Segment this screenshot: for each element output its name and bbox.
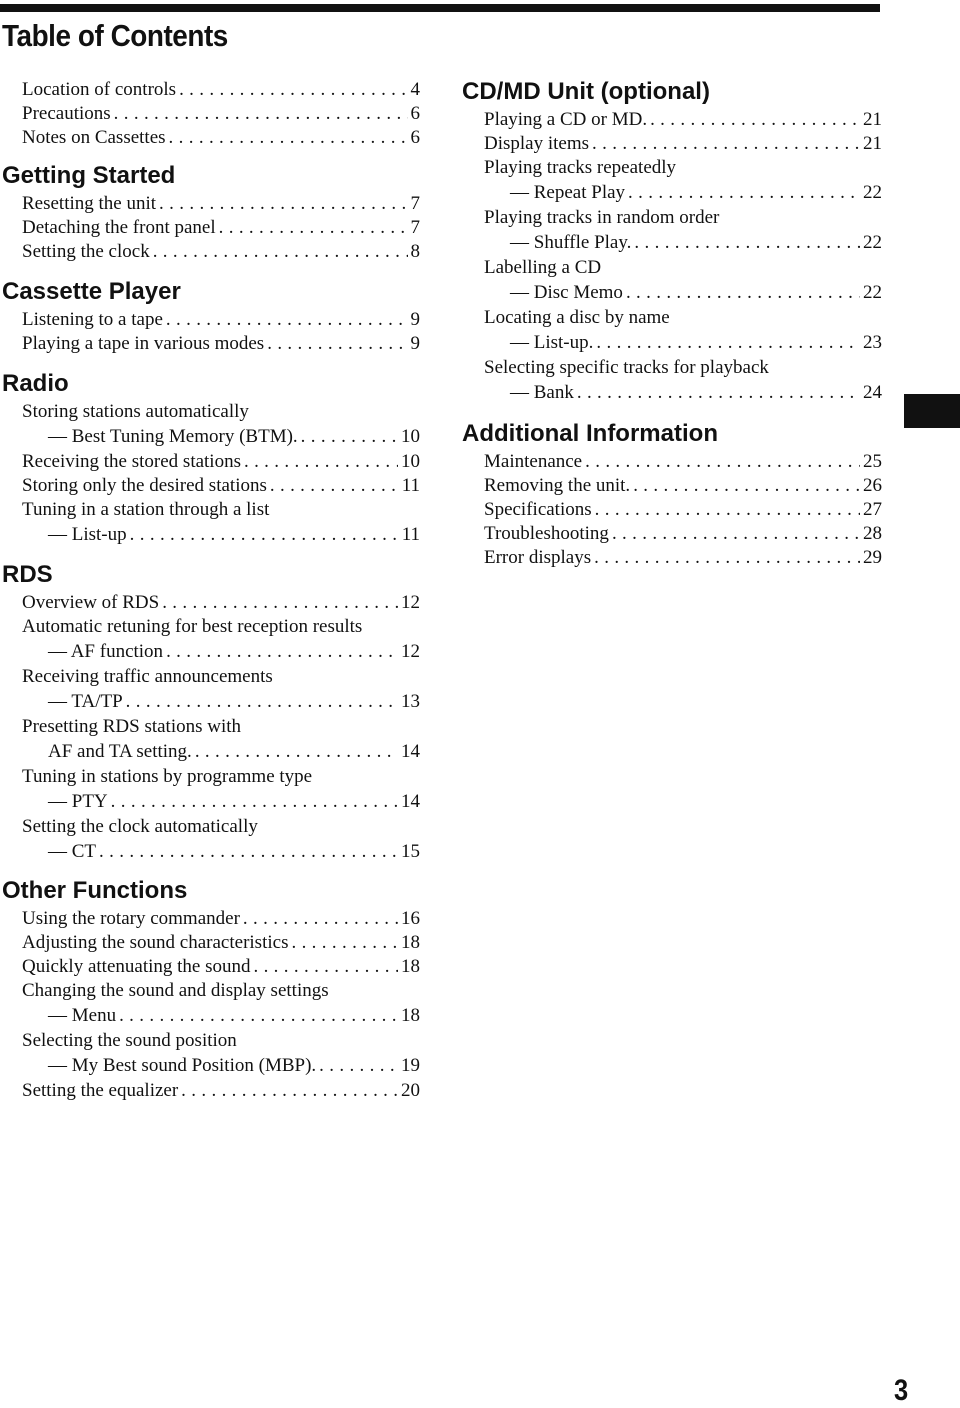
- entry-page-number: 14: [401, 791, 420, 812]
- entry-title: Playing a tape in various modes: [22, 333, 265, 354]
- entry-title: — Disc Memo: [510, 282, 623, 303]
- toc-entry-line: [22, 102, 420, 126]
- toc-entry-line: [22, 78, 420, 102]
- entry-page-number: 18: [401, 956, 420, 977]
- toc-entry-line: [22, 907, 420, 931]
- entry-page-number: 25: [863, 451, 882, 472]
- entry-page-number: 19: [401, 1055, 420, 1076]
- entry-title: Quickly attenuating the sound: [22, 956, 251, 977]
- toc-entry[interactable]: [22, 474, 420, 498]
- entry-title: — PTY: [48, 791, 108, 812]
- toc-entry-line: [484, 180, 882, 206]
- section-heading: Getting Started: [2, 162, 176, 189]
- toc-entry-line: [22, 739, 420, 765]
- dot-leader: [650, 108, 860, 132]
- dot-leader: [270, 474, 399, 498]
- dot-leader: [633, 474, 860, 498]
- dot-leader: [612, 522, 860, 546]
- toc-entry[interactable]: [484, 546, 882, 570]
- dot-leader: [114, 102, 408, 126]
- entry-page-number: 12: [401, 592, 420, 613]
- toc-entry[interactable]: [22, 931, 420, 955]
- entry-title: — Best Tuning Memory (BTM).: [48, 426, 298, 447]
- toc-entry-line: [484, 256, 882, 280]
- entry-title: Selecting the sound position: [22, 1030, 237, 1051]
- toc-entry-line: [22, 126, 420, 150]
- dot-leader: [319, 1053, 398, 1079]
- dot-leader: [166, 308, 408, 332]
- section-heading: Other Functions: [2, 877, 188, 904]
- entry-title: Notes on Cassettes: [22, 127, 166, 148]
- toc-entry-line: [22, 839, 420, 865]
- toc-entry[interactable]: [22, 308, 420, 332]
- toc-section-rds: [0, 561, 420, 865]
- entry-page-number: 27: [863, 499, 882, 520]
- dot-leader: [253, 955, 398, 979]
- toc-entry-line: [22, 498, 420, 522]
- entry-page-number: 9: [410, 333, 420, 354]
- toc-section-radio: [0, 370, 420, 548]
- entry-title: Tuning in stations by programme type: [22, 766, 313, 787]
- dot-leader: [577, 380, 860, 406]
- entry-title: — AF function: [48, 641, 164, 662]
- entry-title: — Bank: [510, 382, 574, 403]
- dot-leader: [111, 789, 398, 815]
- toc-entry[interactable]: [22, 192, 420, 216]
- toc-entry[interactable]: [484, 356, 882, 406]
- dot-leader: [162, 591, 398, 615]
- entry-title: Adjusting the sound characteristics: [22, 932, 289, 953]
- entry-title: Listening to a tape: [22, 309, 163, 330]
- entry-page-number: 29: [863, 547, 882, 568]
- dot-leader: [592, 132, 860, 156]
- entry-page-number: 6: [410, 127, 420, 148]
- toc-entry[interactable]: [22, 615, 420, 665]
- entry-title: Setting the equalizer: [22, 1080, 179, 1101]
- dot-leader: [130, 522, 399, 548]
- section-heading: CD/MD Unit (optional): [462, 78, 710, 105]
- entry-page-number: 8: [410, 241, 420, 262]
- entry-title: AF and TA setting.: [48, 741, 192, 762]
- toc-entry[interactable]: [22, 498, 420, 548]
- dot-leader: [169, 126, 408, 150]
- entry-title: Labelling a CD: [484, 257, 602, 278]
- toc-entry-line: [22, 1053, 420, 1079]
- page-title: Table of Contents: [2, 18, 228, 53]
- dot-leader: [585, 450, 860, 474]
- toc-entry[interactable]: [484, 498, 882, 522]
- section-heading: Additional Information: [462, 420, 718, 447]
- toc-entry[interactable]: [484, 132, 882, 156]
- toc-entry-line: [22, 308, 420, 332]
- entry-page-number: 12: [401, 641, 420, 662]
- dot-leader: [195, 739, 398, 765]
- toc-entry-line: [22, 765, 420, 789]
- toc-entry-line: [484, 498, 882, 522]
- toc-entry[interactable]: [22, 216, 420, 240]
- entry-page-number: 20: [401, 1080, 420, 1101]
- toc-entry[interactable]: [22, 450, 420, 474]
- toc-entry-line: [484, 546, 882, 570]
- entry-page-number: 9: [410, 309, 420, 330]
- entry-title: Setting the clock automatically: [22, 816, 258, 837]
- toc-entry-line: [22, 400, 420, 424]
- entry-page-number: 11: [401, 475, 420, 496]
- toc-entry-line: [484, 108, 882, 132]
- toc-section-getting-started: [0, 162, 420, 264]
- toc-entry-line: [22, 1003, 420, 1029]
- entry-page-number: 28: [863, 523, 882, 544]
- entry-title: — TA/TP: [48, 691, 123, 712]
- toc-entry-line: [22, 522, 420, 548]
- dot-leader: [594, 546, 860, 570]
- toc-entry-line: [22, 474, 420, 498]
- toc-entry[interactable]: [484, 450, 882, 474]
- toc-entry-line: [22, 240, 420, 264]
- entry-page-number: 22: [863, 232, 882, 253]
- entry-title: Precautions: [22, 103, 111, 124]
- entry-page-number: 24: [863, 382, 882, 403]
- toc-entry-line: [22, 216, 420, 240]
- dot-leader: [596, 330, 860, 356]
- entry-page-number: 26: [863, 475, 882, 496]
- toc-entry[interactable]: [22, 332, 420, 356]
- toc-entry-line: [22, 332, 420, 356]
- toc-entry[interactable]: [22, 102, 420, 126]
- toc-entry-line: [22, 955, 420, 979]
- entry-page-number: 10: [401, 426, 420, 447]
- toc-entry-line: [484, 380, 882, 406]
- dot-leader: [219, 216, 408, 240]
- entry-title: Playing a CD or MD.: [484, 109, 648, 130]
- dot-leader: [628, 180, 860, 206]
- dot-leader: [179, 78, 407, 102]
- dot-leader: [595, 498, 860, 522]
- toc-entry-line: [22, 665, 420, 689]
- entry-page-number: 7: [410, 217, 420, 238]
- entry-title: Display items: [484, 133, 590, 154]
- toc-entry[interactable]: [22, 979, 420, 1029]
- toc-entry-line: [22, 450, 420, 474]
- toc-entry[interactable]: [484, 306, 882, 356]
- entry-page-number: 13: [401, 691, 420, 712]
- toc-entry-line: [484, 230, 882, 256]
- toc-entry[interactable]: [22, 240, 420, 264]
- entry-page-number: 16: [401, 908, 420, 929]
- toc-entry-line: [484, 522, 882, 546]
- toc-entry[interactable]: [484, 206, 882, 256]
- entry-page-number: 23: [863, 332, 882, 353]
- dot-leader: [626, 280, 860, 306]
- toc-entry-line: [22, 615, 420, 639]
- toc-entry-line: [22, 1029, 420, 1053]
- dot-leader: [153, 240, 408, 264]
- entry-title: Troubleshooting: [484, 523, 609, 544]
- entry-title: Overview of RDS: [22, 592, 160, 613]
- toc-entry-line: [484, 450, 882, 474]
- entry-title: Changing the sound and display settings: [22, 980, 329, 1001]
- entry-page-number: 10: [401, 451, 420, 472]
- toc-entry-line: [22, 591, 420, 615]
- toc-entry-line: [22, 1079, 420, 1103]
- toc-entry[interactable]: [22, 907, 420, 931]
- toc-entry[interactable]: [484, 474, 882, 498]
- entry-title: — Repeat Play: [510, 182, 626, 203]
- toc-entry-line: [484, 474, 882, 498]
- dot-leader: [634, 230, 860, 256]
- section-heading: RDS: [2, 561, 53, 588]
- toc-section-cd-md-unit-optional: [462, 78, 882, 406]
- entry-title: Storing stations automatically: [22, 401, 249, 422]
- toc-entry[interactable]: [22, 78, 420, 102]
- dot-leader: [244, 450, 398, 474]
- entry-title: Removing the unit.: [484, 475, 631, 496]
- dot-leader: [267, 332, 407, 356]
- entry-title: Tuning in a station through a list: [22, 499, 270, 520]
- entry-page-number: 18: [401, 932, 420, 953]
- toc-entry[interactable]: [22, 665, 420, 715]
- entry-title: Automatic retuning for best reception results: [22, 616, 363, 637]
- toc-entry-line: [22, 715, 420, 739]
- entry-page-number: 21: [863, 133, 882, 154]
- toc-entry-line: [484, 280, 882, 306]
- entry-page-number: 22: [863, 182, 882, 203]
- toc-section-cassette-player: [0, 278, 420, 356]
- toc-entry-line: [484, 206, 882, 230]
- toc-entry-line: [22, 815, 420, 839]
- toc-entry[interactable]: [22, 765, 420, 815]
- toc-entry[interactable]: [22, 126, 420, 150]
- entry-title: Detaching the front panel: [22, 217, 216, 238]
- entry-page-number: 11: [401, 524, 420, 545]
- toc-entry-line: [22, 424, 420, 450]
- toc-entry[interactable]: [484, 108, 882, 132]
- entry-page-number: 4: [410, 79, 420, 100]
- entry-title: Selecting specific tracks for playback: [484, 357, 769, 378]
- dot-leader: [126, 689, 398, 715]
- section-heading: Cassette Player: [2, 278, 181, 305]
- toc-entry-line: [22, 689, 420, 715]
- toc-entry-line: [484, 156, 882, 180]
- toc-entry[interactable]: [484, 522, 882, 546]
- toc-entry[interactable]: [22, 815, 420, 865]
- toc-entry-line: [22, 931, 420, 955]
- toc-entry-line: [484, 306, 882, 330]
- entry-title: Presetting RDS stations with: [22, 716, 242, 737]
- dot-leader: [291, 931, 398, 955]
- entry-page-number: 15: [401, 841, 420, 862]
- dot-leader: [301, 424, 398, 450]
- toc-entry[interactable]: [484, 256, 882, 306]
- toc-entry-line: [22, 979, 420, 1003]
- entry-title: Error displays: [484, 547, 592, 568]
- entry-title: Storing only the desired stations: [22, 475, 267, 496]
- entry-page-number: 14: [401, 741, 420, 762]
- entry-title: Location of controls: [22, 79, 177, 100]
- dot-leader: [119, 1003, 398, 1029]
- entry-page-number: 7: [410, 193, 420, 214]
- dot-leader: [159, 192, 407, 216]
- entry-title: — List-up.: [510, 332, 594, 353]
- section-heading: Radio: [2, 370, 69, 397]
- entry-title: Receiving traffic announcements: [22, 666, 273, 687]
- toc-entry-line: [484, 132, 882, 156]
- entry-title: Playing tracks repeatedly: [484, 157, 677, 178]
- entry-page-number: 18: [401, 1005, 420, 1026]
- toc-entry[interactable]: [484, 156, 882, 206]
- entry-page-number: 6: [410, 103, 420, 124]
- dot-leader: [166, 639, 398, 665]
- entry-title: — List-up: [48, 524, 127, 545]
- toc-entry[interactable]: [22, 591, 420, 615]
- entry-title: Setting the clock: [22, 241, 150, 262]
- toc-entry[interactable]: [22, 955, 420, 979]
- entry-page-number: 21: [863, 109, 882, 130]
- toc-entry-line: [484, 356, 882, 380]
- entry-title: — My Best sound Position (MBP).: [48, 1055, 317, 1076]
- entry-title: Resetting the unit: [22, 193, 157, 214]
- toc-entry[interactable]: [22, 1029, 420, 1079]
- page-number: 3: [894, 1374, 909, 1407]
- toc-entry-line: [22, 639, 420, 665]
- entry-title: Receiving the stored stations: [22, 451, 241, 472]
- toc-section-additional-information: [462, 420, 882, 570]
- entry-title: Playing tracks in random order: [484, 207, 720, 228]
- entry-page-number: 22: [863, 282, 882, 303]
- toc-entry-line: [22, 192, 420, 216]
- entry-title: Locating a disc by name: [484, 307, 670, 328]
- toc-entry[interactable]: [22, 400, 420, 450]
- toc-entry[interactable]: [22, 715, 420, 765]
- entry-title: Maintenance: [484, 451, 583, 472]
- toc-entry-line: [22, 789, 420, 815]
- top-rule: [0, 4, 880, 12]
- toc-section-other-functions: [0, 877, 420, 1103]
- entry-title: Using the rotary commander: [22, 908, 240, 929]
- entry-title: — Menu: [48, 1005, 117, 1026]
- dot-leader: [181, 1079, 398, 1103]
- toc-entry-line: [484, 330, 882, 356]
- dot-leader: [99, 839, 398, 865]
- toc-entry[interactable]: [22, 1079, 420, 1103]
- entry-title: — Shuffle Play.: [510, 232, 632, 253]
- entry-title: — CT: [48, 841, 97, 862]
- section-tab-marker: [904, 394, 960, 428]
- dot-leader: [243, 907, 398, 931]
- entry-title: Specifications: [484, 499, 592, 520]
- toc-section-intro: [0, 78, 420, 150]
